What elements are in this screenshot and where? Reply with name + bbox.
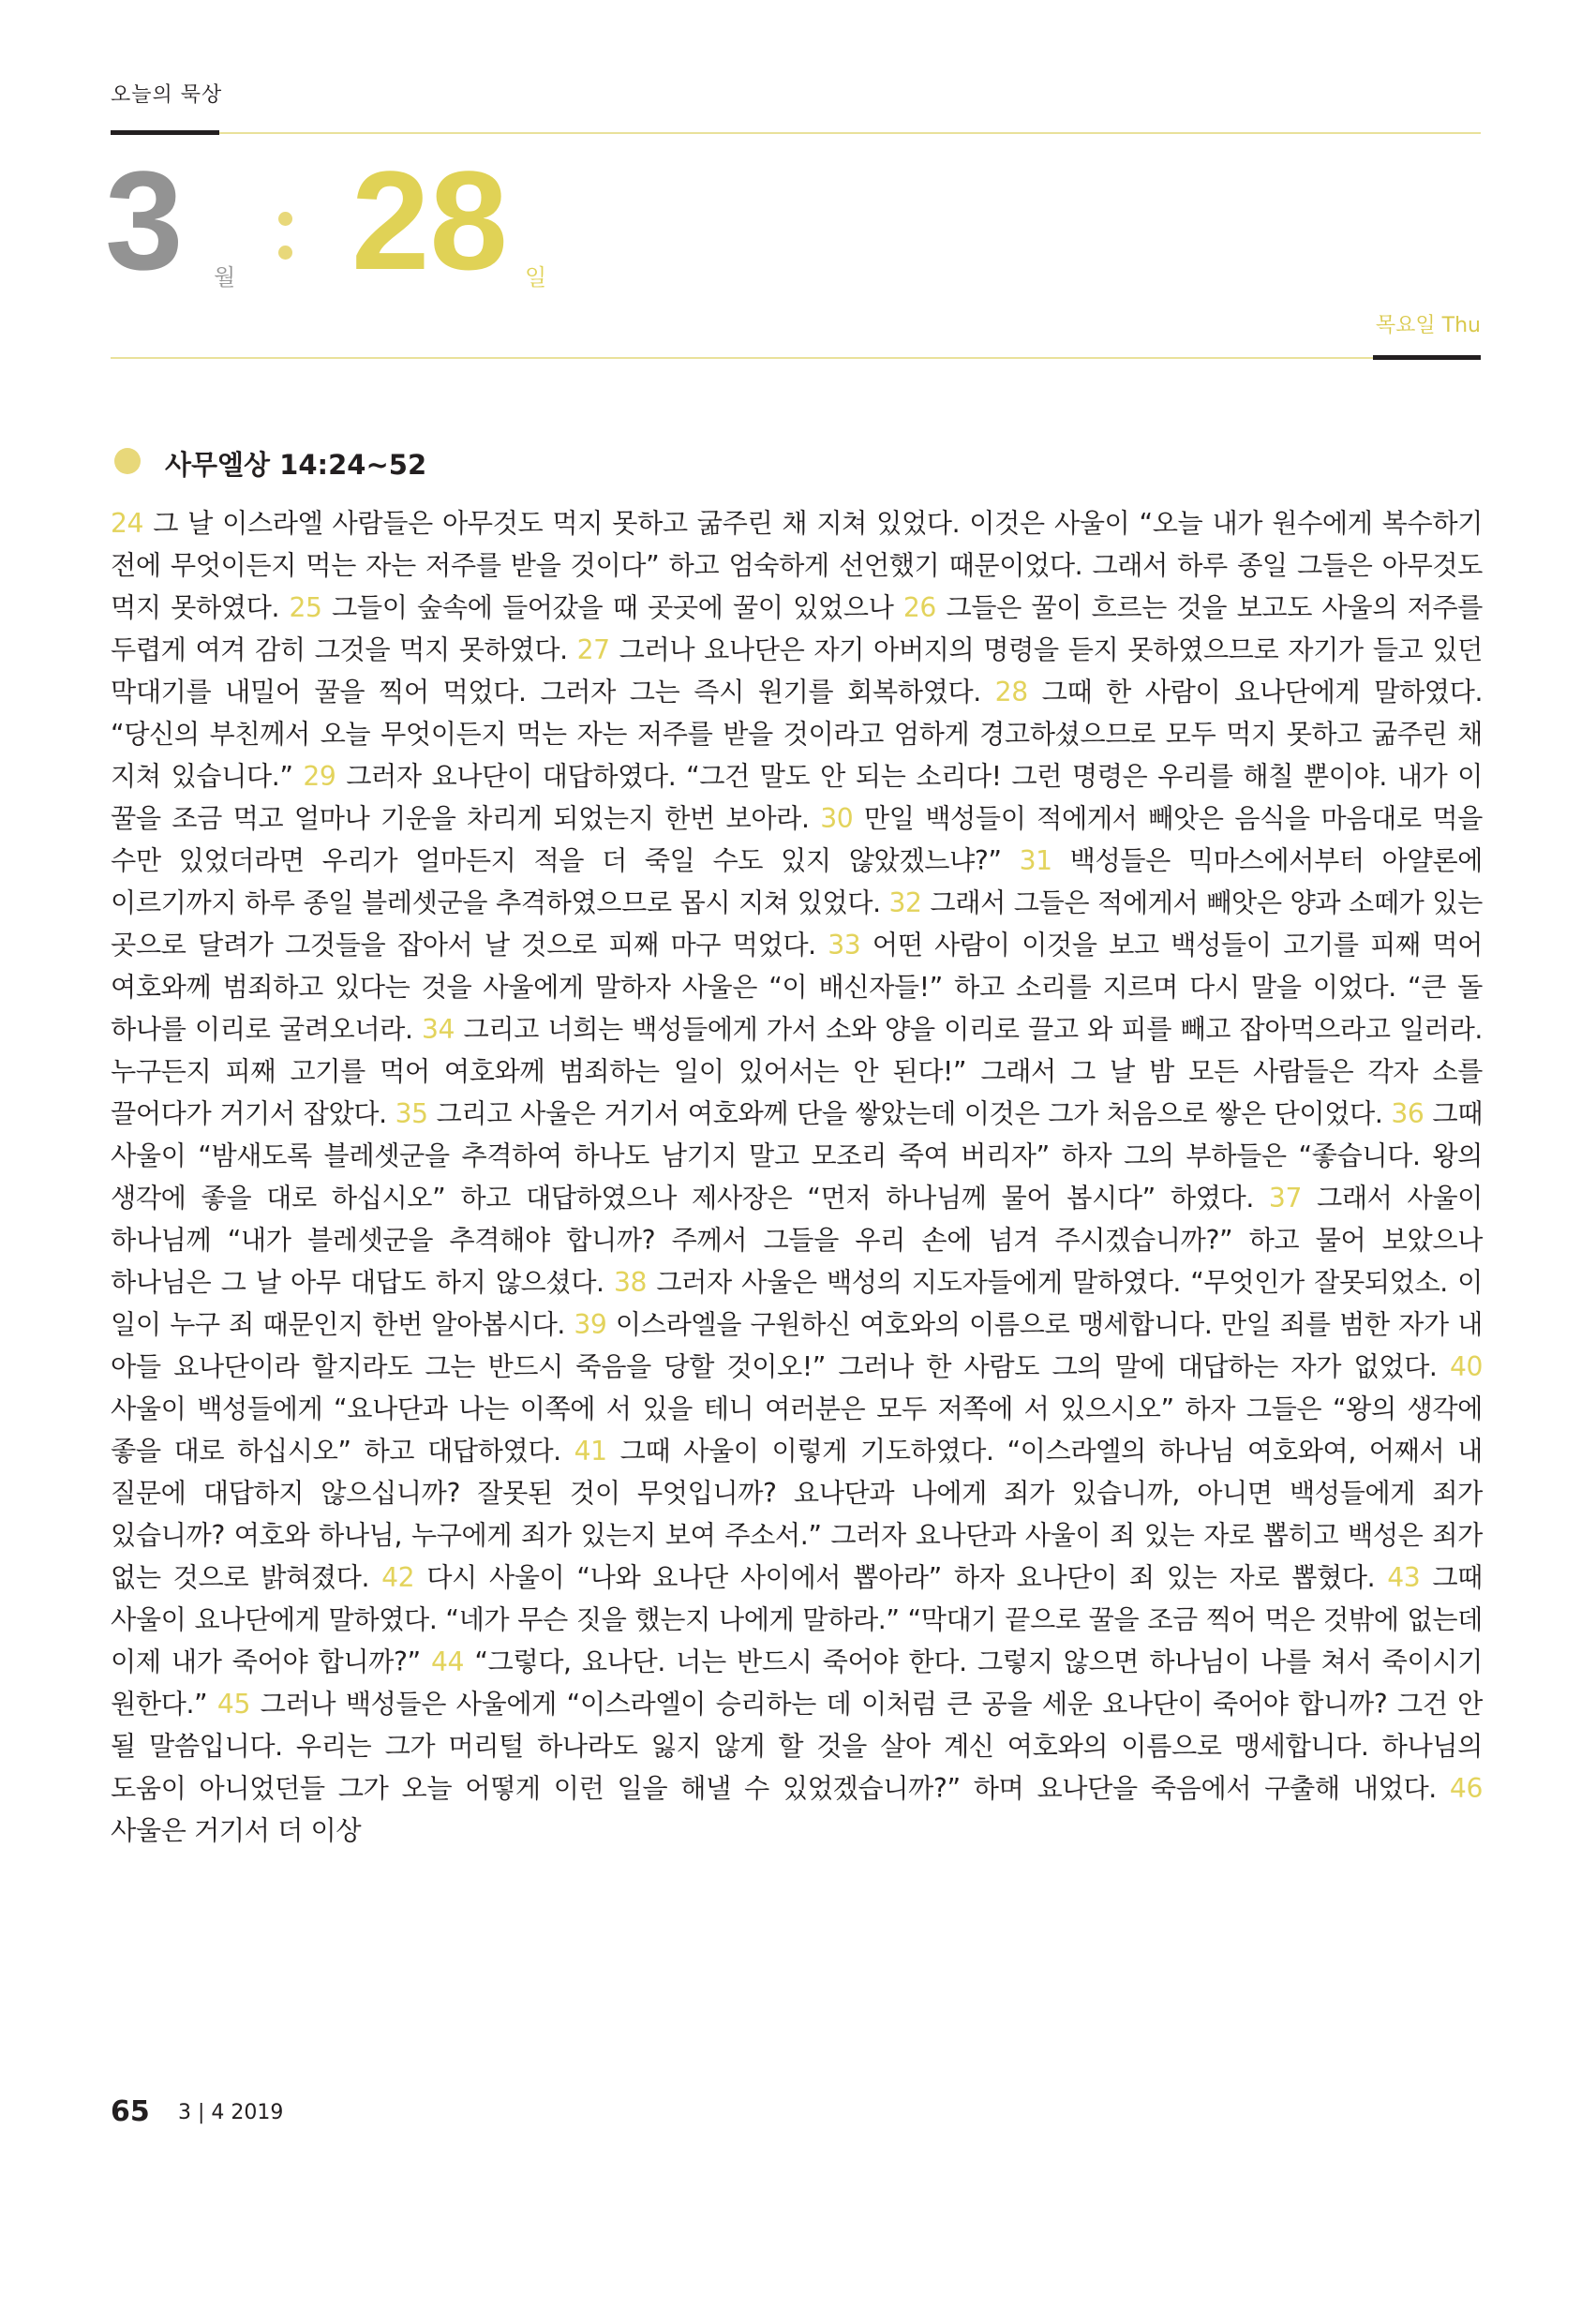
verse-text: 그들이 숲속에 들어갔을 때 곳곳에 꿀이 있었으나 [332, 592, 894, 623]
verse-text: 이스라엘을 구원하신 여호와의 이름으로 맹세합니다. 만일 죄를 범한 자가 내 아들 요나단이라 할지라도 그는 반드시 죽음을 당할 것이오!” 그러나 한 사람도 그의 말에 대답하는 자가 없었다. [111, 1309, 1483, 1382]
day-unit: 일 [525, 264, 547, 290]
verse-text: 그리고 사울은 거기서 여호와께 단을 쌓았는데 이것은 그가 처음으로 쌓은 단이었다. [436, 1098, 1383, 1129]
verse-number: 31 [1019, 845, 1052, 876]
verse-number: 25 [289, 592, 322, 623]
verse-text: 어떤 사람이 이것을 보고 백성들이 고기를 피째 먹어 여호와께 범죄하고 있다는 것을 사울에게 말하자 사울은 “이 배신자들!” 하고 소리를 지르며 다시 말을 이었다. “큰 돌 하나를 이리로 굴려오너라. [111, 930, 1483, 1045]
verse-text: “그렇다, 요나단. 너는 반드시 죽어야 한다. 그렇지 않으면 하나님이 나를 쳐서 죽이시기 원한다.” [111, 1646, 1484, 1720]
verse-number: 39 [574, 1309, 607, 1340]
verse-text: 그러나 요나단은 자기 아버지의 명령을 듣지 못하였으므로 자기가 들고 있던 막대기를 내밀어 꿀을 찍어 먹었다. 그러자 그는 즉시 원기를 회복하였다. [111, 634, 1484, 708]
scripture-text [111, 502, 1483, 1852]
verse-number: 34 [421, 1014, 455, 1045]
page-number: 65 [111, 2095, 150, 2128]
date-colon-dot-top [278, 212, 292, 226]
verse-number: 37 [1268, 1183, 1302, 1214]
header-divider-accent [1373, 355, 1481, 360]
verse-text: 사울이 백성들에게 “요나단과 나는 이쪽에 서 있을 테니 여러분은 모두 저쪽에 서 있으시오” 하자 그들은 “왕의 생각에 좋을 대로 하십시오” 하고 대답하였다. [111, 1393, 1483, 1467]
verse-number: 40 [1449, 1351, 1484, 1382]
verse-text: 사울은 거기서 더 이상 [111, 1815, 362, 1846]
month-unit: 월 [214, 264, 236, 290]
verse-number: 42 [381, 1562, 415, 1593]
verse-number: 44 [431, 1646, 465, 1677]
verse-number: 24 [111, 508, 144, 539]
verse-number: 45 [216, 1689, 250, 1720]
verse-text: 그러자 사울은 백성의 지도자들에게 말하였다. “무엇인가 잘못되었소. 이 일이 누구 죄 때문인지 한번 알아봅시다. [111, 1267, 1483, 1340]
verse-number: 30 [820, 803, 854, 834]
passage-reference: 사무엘상 14:24~52 [165, 449, 427, 481]
verse-text: 그러자 요나단이 대답하였다. “그건 말도 안 되는 소리다! 그런 명령은 우리를 해칠 뿐이야. 내가 이 꿀을 조금 먹고 얼마나 기운을 차리게 되었는지 한번 보아라. [111, 761, 1483, 834]
verse-number: 27 [576, 634, 610, 665]
verse-number: 41 [574, 1436, 607, 1467]
verse-number: 28 [994, 677, 1028, 708]
header-divider [111, 357, 1481, 359]
verse-number: 26 [902, 592, 936, 623]
top-divider [111, 132, 1481, 134]
issue-label: 3 | 4 2019 [178, 2101, 284, 2124]
weekday-label: 목요일 Thu [1375, 314, 1481, 337]
verse-text: 그들은 꿀이 흐르는 것을 보고도 사울의 저주를 두렵게 여겨 감히 그것을 먹지 못하였다. [111, 592, 1483, 665]
verse-number: 29 [303, 761, 336, 792]
verse-number: 36 [1391, 1098, 1424, 1129]
verse-text: 그때 한 사람이 요나단에게 말하였다. “당신의 부친께서 오늘 무엇이든지 먹는 자는 저주를 받을 것이라고 엄하게 경고하셨으므로 모두 먹지 못하고 굶주린 채 지쳐 있습니다.” [111, 677, 1484, 792]
verse-text: 그리고 너희는 백성들에게 가서 소와 양을 이리로 끌고 와 피를 빼고 잡아먹으라고 일러라. 누구든지 피째 고기를 먹어 여호와께 범죄하는 일이 있어서는 안 된다!” 그래서 그 날 밤 모든 사람들은 각자 소를 끌어다가 거기서 잡았다. [111, 1014, 1483, 1129]
verse-text: 그래서 사울이 하나님께 “내가 블레셋군을 추격해야 합니까? 주께서 그들을 우리 손에 넘겨 주시겠습니까?” 하고 물어 보았으나 하나님은 그 날 아무 대답도 하지 않으셨다. [111, 1183, 1483, 1298]
verse-number: 32 [888, 887, 922, 918]
passage-bullet-icon [114, 448, 141, 474]
verse-number: 38 [613, 1267, 648, 1298]
day-number: 28 [351, 142, 508, 299]
verse-text: 그때 사울이 이렇게 기도하였다. “이스라엘의 하나님 여호와여, 어째서 내 질문에 대답하지 않으십니까? 잘못된 것이 무엇입니까? 요나단과 나에게 죄가 있습니까, 아니면 백성들에게 죄가 있습니까? 여호와 하나님, 누구에게 죄가 있는지 보여 주소서.” 그러자 요나단과 사울이 죄 있는 자로 뽑히고 백성은 죄가 없는 것으로 밝혀졌다. [111, 1436, 1484, 1593]
verse-text: 그 날 이스라엘 사람들은 아무것도 먹지 못하고 굶주린 채 지쳐 있었다. 이것은 사울이 “오늘 내가 원수에게 복수하기 전에 무엇이든지 먹는 자는 저주를 받을 것이다” 하고 엄숙하게 선언했기 때문이었다. 그래서 하루 종일 그들은 아무것도 먹지 못하였다. [111, 508, 1483, 623]
verse-text: 그때 사울이 “밤새도록 블레셋군을 추격하여 하나도 남기지 말고 모조리 죽여 버리자” 하자 그의 부하들은 “좋습니다. 왕의 생각에 좋을 대로 하십시오” 하고 대답하였으나 제사장은 “먼저 하나님께 물어 봅시다” 하였다. [111, 1098, 1484, 1214]
verse-number: 43 [1387, 1562, 1421, 1593]
verse-text: 다시 사울이 “나와 요나단 사이에서 뽑아라” 하자 요나단이 죄 있는 자로 뽑혔다. [426, 1562, 1376, 1593]
verse-text: 그래서 그들은 적에게서 빼앗은 양과 소떼가 있는 곳으로 달려가 그것들을 잡아서 날 것으로 피째 마구 먹었다. [111, 887, 1484, 961]
verse-text: 백성들은 믹마스에서부터 아얄론에 이르기까지 하루 종일 블레셋군을 추격하였으므로 몹시 지쳐 있었다. [111, 845, 1483, 918]
verse-text: 그때 사울이 요나단에게 말하였다. “네가 무슨 짓을 했는지 나에게 말하라.” “막대기 끝으로 꿀을 조금 찍어 먹은 것밖에 없는데 이제 내가 죽어야 합니까?” [111, 1562, 1483, 1677]
verse-number: 33 [828, 930, 861, 961]
verse-text: 만일 백성들이 적에게서 빼앗은 음식을 마음대로 먹을 수만 있었더라면 우리가 얼마든지 적을 더 죽일 수도 있지 않았겠느냐?” [111, 803, 1483, 876]
section-label: 오늘의 묵상 [111, 83, 223, 107]
verse-number: 35 [395, 1098, 428, 1129]
verse-number: 46 [1449, 1773, 1483, 1804]
month-number: 3 [105, 142, 184, 299]
top-divider-accent [111, 130, 219, 135]
verse-text: 그러나 백성들은 사울에게 “이스라엘이 승리하는 데 이처럼 큰 공을 세운 요나단이 죽어야 합니까? 그건 안 될 말씀입니다. 우리는 그가 머리털 하나라도 잃지 않게 할 것을 살아 계신 여호와의 이름으로 맹세합니다. 하나님의 도움이 아니었던들 그가 오늘 어떻게 이런 일을 해낼 수 있었겠습니까?” 하며 요나단을 죽음에서 구출해 내었다. [111, 1689, 1484, 1804]
date-colon-dot-bottom [278, 246, 292, 260]
